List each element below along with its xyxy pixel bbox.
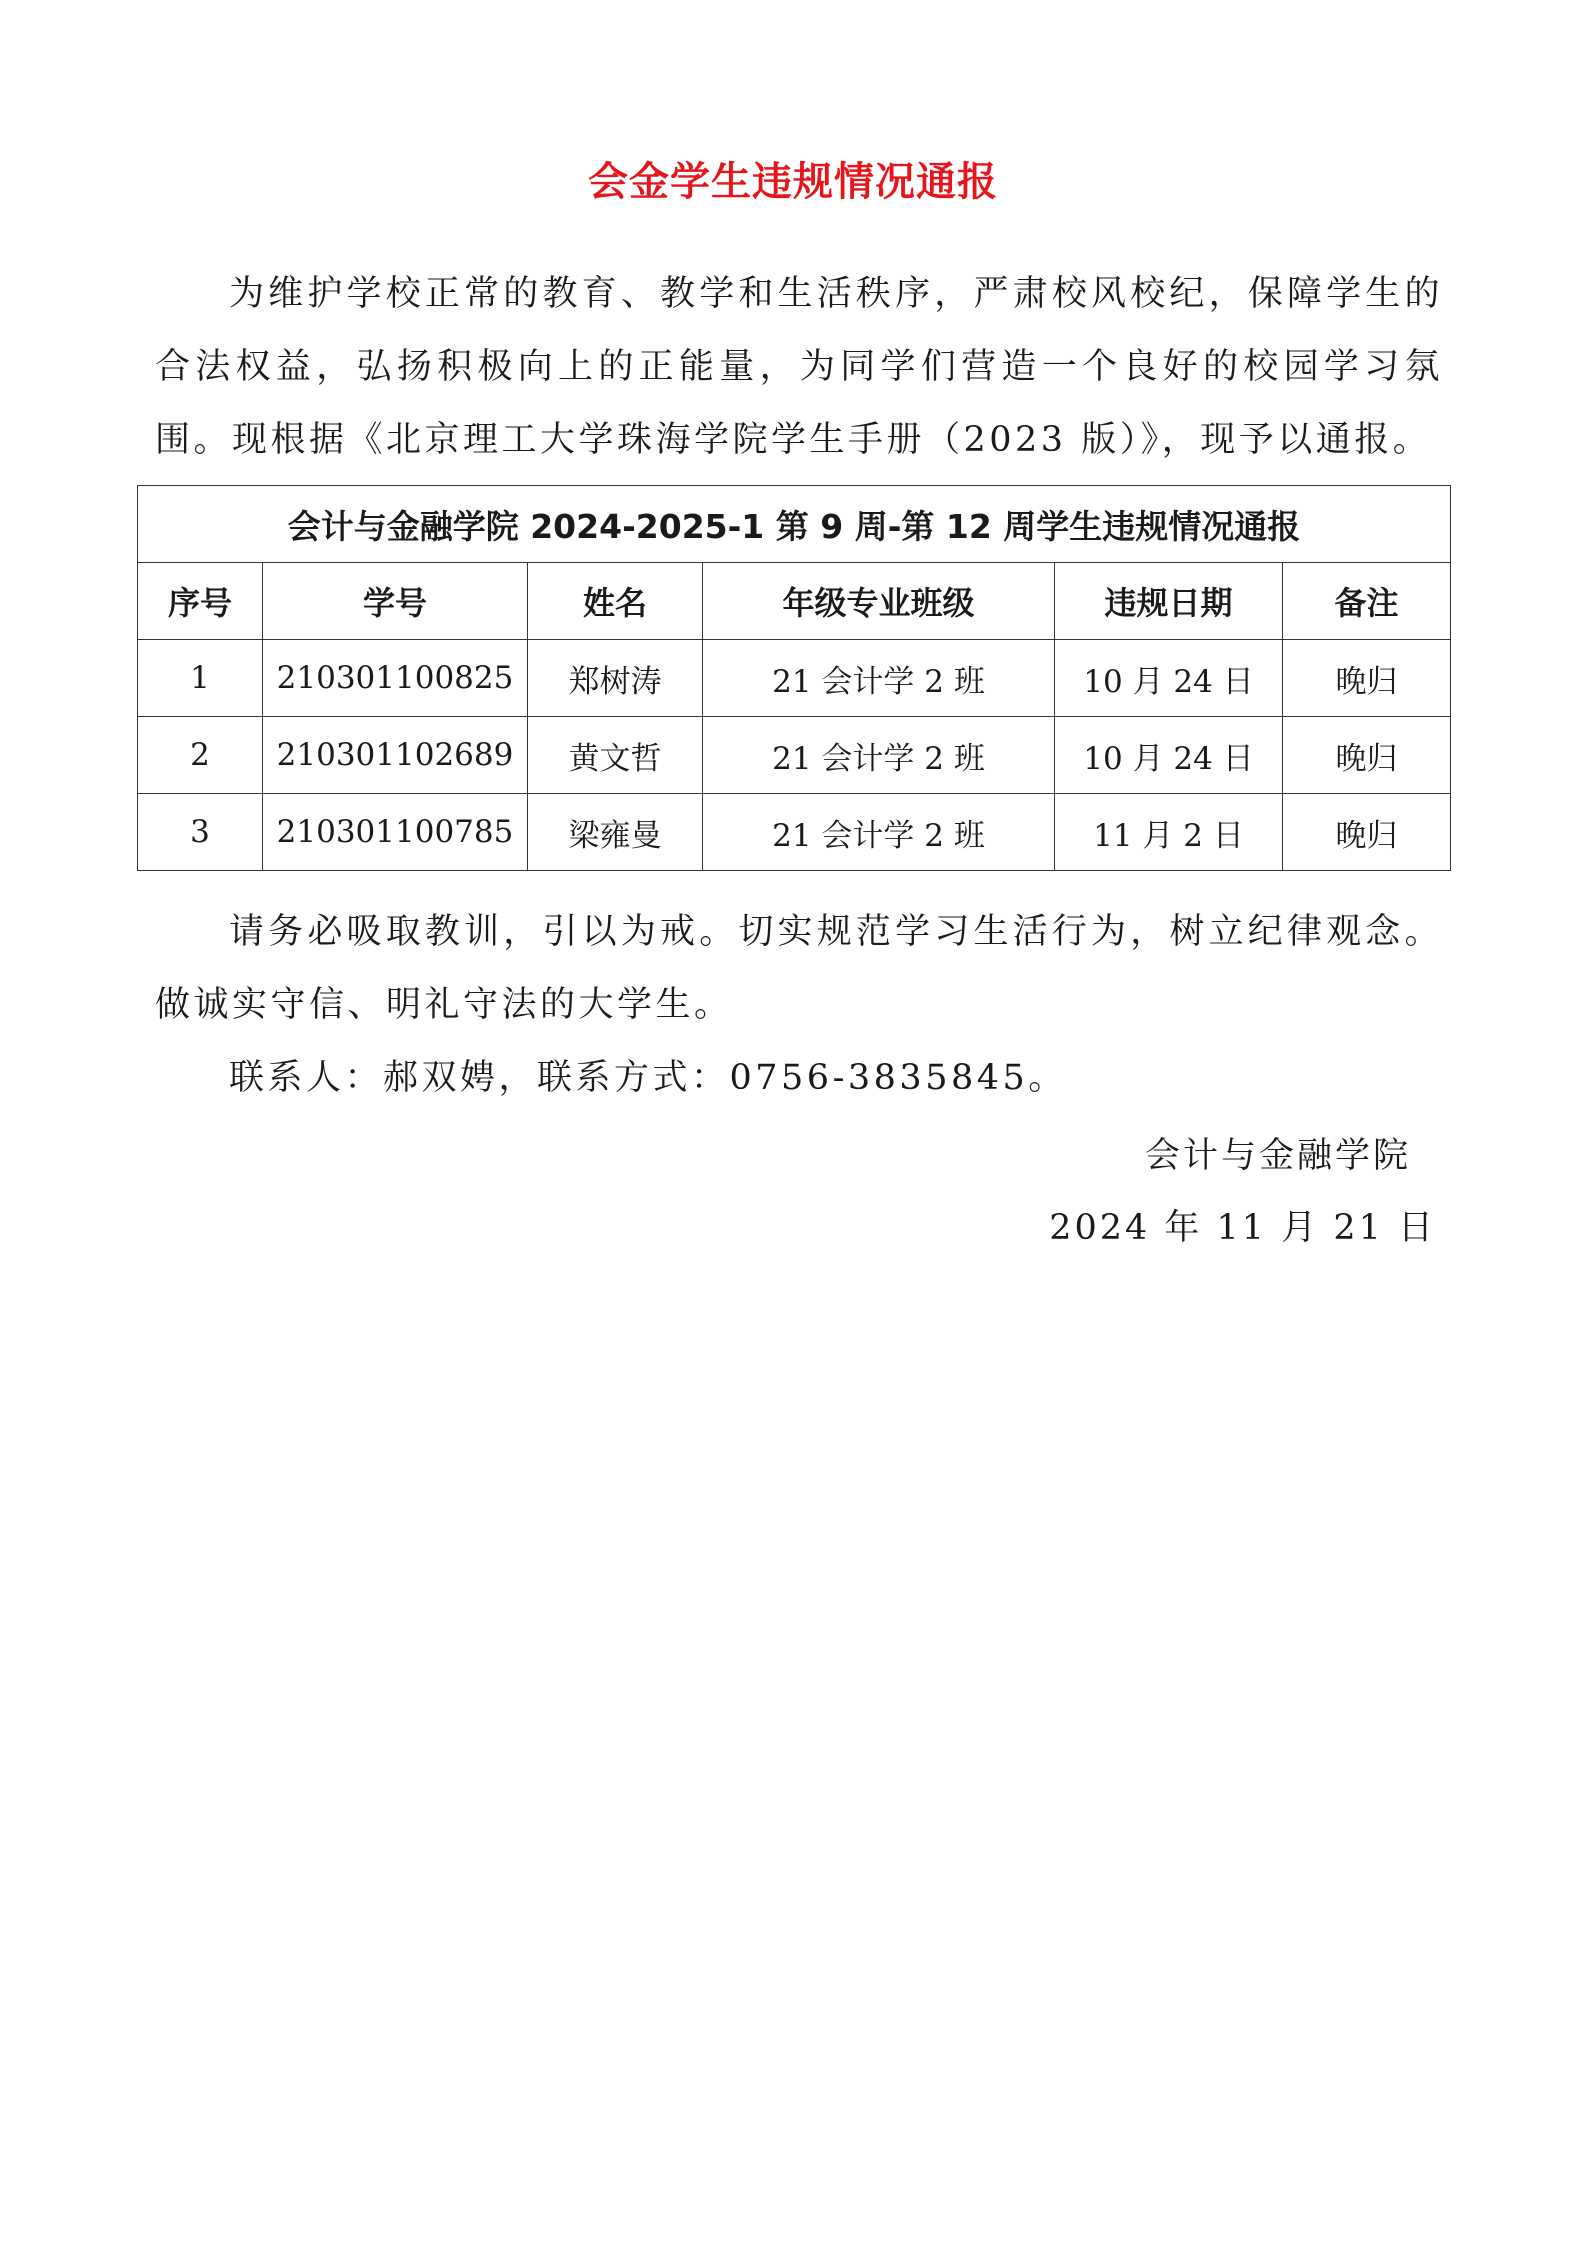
table-title-row	[138, 486, 1451, 563]
cell-date: 10 月 24 日	[1055, 717, 1283, 794]
cell-index: 2	[138, 717, 263, 794]
cell-student-id: 210301100785	[263, 794, 528, 871]
violation-table	[137, 485, 1451, 871]
page-title: 会金学生违规情况通报	[588, 159, 998, 205]
closing-paragraph: 请务必吸取教训，引以为戒。切实规范学习生活行为，树立纪律观念。做诚实守信、明礼守法的大学生。	[155, 912, 1443, 1025]
header-index: 序号	[138, 563, 263, 640]
table-title: 会计与金融学院 2024-2025-1 第 9 周-第 12 周学生违规情况通报	[138, 486, 1451, 563]
cell-index: 1	[138, 640, 263, 717]
cell-student-id: 210301102689	[263, 717, 528, 794]
cell-name: 梁雍曼	[528, 794, 703, 871]
header-student-id: 学号	[263, 563, 528, 640]
cell-date: 11 月 2 日	[1055, 794, 1283, 871]
intro-paragraph: 为维护学校正常的教育、教学和生活秩序，严肃校风校纪，保障学生的合法权益，弘扬积极向上的正能量，为同学们营造一个良好的校园学习氛围。现根据《北京理工大学珠海学院学生手册（2023 版）》，现予以通报。	[155, 274, 1443, 460]
cell-remark: 晚归	[1283, 640, 1451, 717]
table-row	[138, 717, 1451, 794]
signature-organization: 会计与金融学院	[1144, 1136, 1411, 1176]
signature-date: 2024 年 11 月 21 日	[1049, 1208, 1436, 1248]
cell-name: 郑树涛	[528, 640, 703, 717]
cell-class: 21 会计学 2 班	[703, 794, 1055, 871]
cell-date: 10 月 24 日	[1055, 640, 1283, 717]
cell-class: 21 会计学 2 班	[703, 640, 1055, 717]
cell-index: 3	[138, 794, 263, 871]
table-row	[138, 794, 1451, 871]
table-row	[138, 640, 1451, 717]
table-header-row	[138, 563, 1451, 640]
cell-remark: 晚归	[1283, 794, 1451, 871]
cell-student-id: 210301100825	[263, 640, 528, 717]
cell-remark: 晚归	[1283, 717, 1451, 794]
cell-class: 21 会计学 2 班	[703, 717, 1055, 794]
header-remark: 备注	[1283, 563, 1451, 640]
header-date: 违规日期	[1055, 563, 1283, 640]
contact-line: 联系人：郝双娉，联系方式：0756-3835845。	[229, 1058, 1067, 1098]
header-name: 姓名	[528, 563, 703, 640]
cell-name: 黄文哲	[528, 717, 703, 794]
header-class: 年级专业班级	[703, 563, 1055, 640]
